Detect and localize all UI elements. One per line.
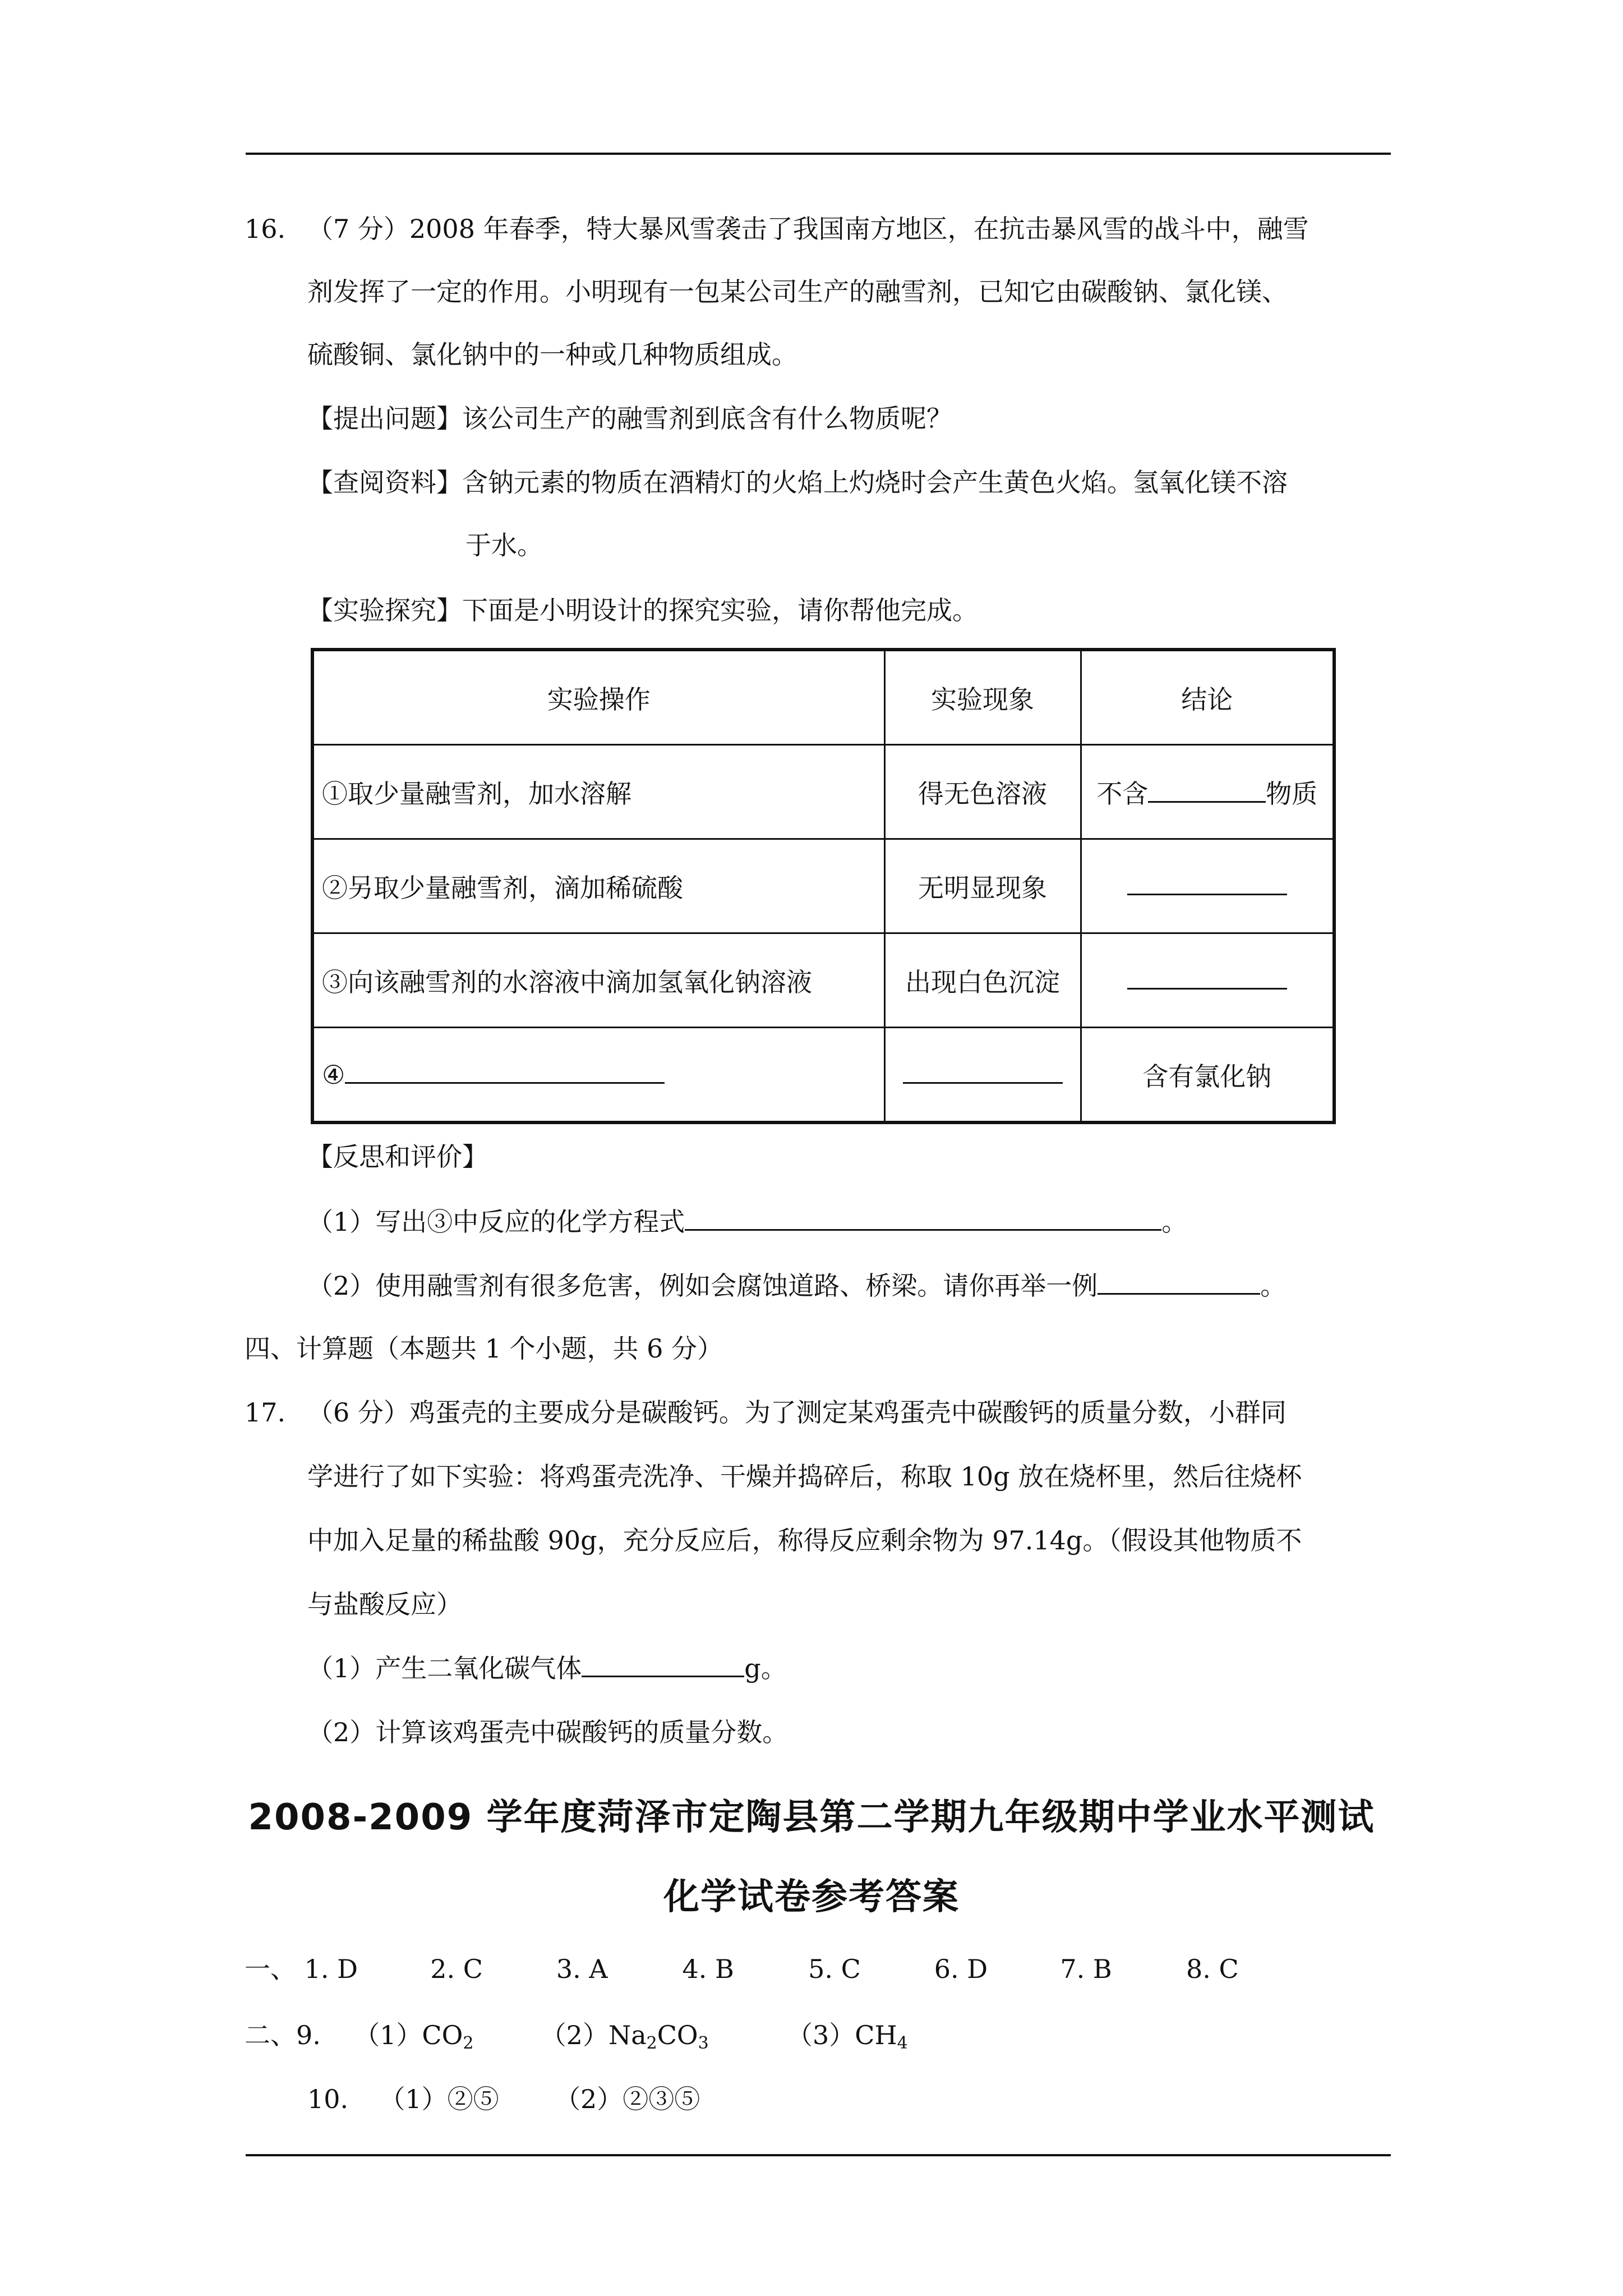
table-row [312,933,1334,1028]
footer-rule [246,2154,1391,2156]
q16-reference-line1: 【查阅资料】含钠元素的物质在酒精灯的火焰上灼烧时会产生黄色火焰。氢氧化镁不溶 [307,467,1288,498]
answer-item: 7. B [1060,1954,1112,1984]
q16-reflect: 【反思和评价】 [307,1142,488,1172]
row1-conclusion-blank[interactable] [1148,779,1266,803]
q17-part2: （2）计算该鸡蛋壳中碳酸钙的质量分数。 [307,1717,789,1747]
answer-item: 1. D [304,1954,358,1984]
answer-item: 4. B [682,1954,734,1984]
row3-conclusion-blank[interactable] [1127,965,1287,990]
answer-item: 8. C [1186,1954,1239,1984]
row2-phenomenon: 无明显现象 [884,839,1081,933]
q16-number: 16. [245,214,286,244]
header-operation: 实验操作 [312,650,884,745]
row2-conclusion-blank[interactable] [1127,871,1287,895]
q16-r2-end: 。 [1260,1271,1287,1301]
row1-phenomenon: 得无色溶液 [884,745,1081,839]
q17-text-line1: （6 分）鸡蛋壳的主要成分是碳酸钙。为了测定某鸡蛋壳中碳酸钙的质量分数，小群同 [307,1397,1287,1428]
answer-title: 2008-2009 学年度菏泽市定陶县第二学期九年级期中学业水平测试 [248,1797,1375,1838]
q16-r1-text: （1）写出③中反应的化学方程式 [307,1207,685,1237]
table-header-row [312,650,1334,745]
row1-operation: ①取少量融雪剂，加水溶解 [312,745,884,839]
q17-number: 17. [245,1397,286,1428]
row1-conclusion-pre: 不含 [1096,778,1149,809]
q16-text-line1: （7 分）2008 年春季，特大暴风雪袭击了我国南方地区，在抗击暴风雪的战斗中，融雪 [307,214,1309,244]
q10-label: 10. [307,2084,349,2114]
row4-phenomenon [884,1028,1081,1123]
answer-item: 5. C [808,1954,861,1984]
q16-r2-text: （2）使用融雪剂有很多危害，例如会腐蚀道路、桥梁。请你再举一例 [307,1271,1098,1301]
q16-text-line3: 硫酸铜、氯化钠中的一种或几种物质组成。 [307,339,797,370]
row2-operation: ②另取少量融雪剂，滴加稀硫酸 [312,839,884,933]
row4-operation [312,1028,884,1123]
q16-reflect-item2 [307,1269,1286,1303]
row4-operation-blank[interactable] [345,1060,665,1084]
q17-part1 [307,1651,787,1685]
q16-explore: 【实验探究】下面是小明设计的探究实验，请你帮他完成。 [307,595,978,625]
row2-conclusion [1081,839,1334,933]
row3-phenomenon: 出现白色沉淀 [884,933,1081,1028]
header-conclusion: 结论 [1081,650,1334,745]
answer-item: 2. C [430,1954,483,1984]
q17-text-line4: 与盐酸反应） [307,1589,462,1619]
table-row [312,1028,1334,1123]
section4-heading: 四、计算题（本题共 1 个小题，共 6 分） [245,1333,723,1364]
q9-answer1: $(1)CO_2$ [354,2020,474,2053]
answers-section2-q9 [245,2018,908,2052]
q9-answer3: $(3)CH_4$ [786,2020,908,2053]
sec2-label: 二、9. [245,2020,321,2050]
q16-reference-line2: 于水。 [465,530,543,560]
answers-q10 [307,2082,700,2116]
row4-phenomenon-blank[interactable] [903,1060,1063,1084]
q16-reflect-item1 [307,1205,1187,1239]
q16-text-line2: 剂发挥了一定的作用。小明现有一包某公司生产的融雪剂，已知它由碳酸钠、氯化镁、 [307,277,1288,307]
q10-answer2: （2）②③⑤ [554,2084,700,2114]
row3-conclusion [1081,933,1334,1028]
q17-p1-text: （1）产生二氧化碳气体 [307,1653,582,1683]
row3-operation: ③向该融雪剂的水溶液中滴加氢氧化钠溶液 [312,933,884,1028]
row4-conclusion: 含有氯化钠 [1081,1028,1334,1123]
q10-answer1: （1）②⑤ [379,2084,499,2114]
answers-section1 [245,1952,1239,1986]
experiment-table [311,648,1336,1124]
q16-ask: 【提出问题】该公司生产的融雪剂到底含有什么物质呢？ [307,403,952,434]
answer-subtitle: 化学试卷参考答案 [663,1876,960,1918]
header-phenomenon: 实验现象 [884,650,1081,745]
q16-r1-end: 。 [1161,1207,1188,1237]
sec1-label: 一、 [245,1954,296,1984]
q17-p1-unit: g。 [744,1653,787,1683]
q17-p1-blank[interactable] [582,1653,744,1677]
row1-conclusion-post: 物质 [1266,778,1318,809]
row1-conclusion [1081,745,1334,839]
q17-text-line3: 中加入足量的稀盐酸 90g，充分反应后，称得反应剩余物为 97.14g。（假设其他物质不 [307,1525,1302,1556]
header-rule [246,153,1391,155]
row4-operation-number: ④ [322,1059,345,1090]
q9-answer2: $(2)Na_2CO_3$ [540,2020,709,2053]
table-row [312,745,1334,839]
q16-r1-blank[interactable] [685,1207,1161,1231]
answer-item: 6. D [934,1954,988,1984]
table-row [312,839,1334,933]
q17-text-line2: 学进行了如下实验：将鸡蛋壳洗净、干燥并捣碎后，称取 10g 放在烧杯里，然后往烧杯 [307,1461,1302,1492]
q16-r2-blank[interactable] [1098,1271,1260,1295]
answer-item: 3. A [556,1954,608,1984]
